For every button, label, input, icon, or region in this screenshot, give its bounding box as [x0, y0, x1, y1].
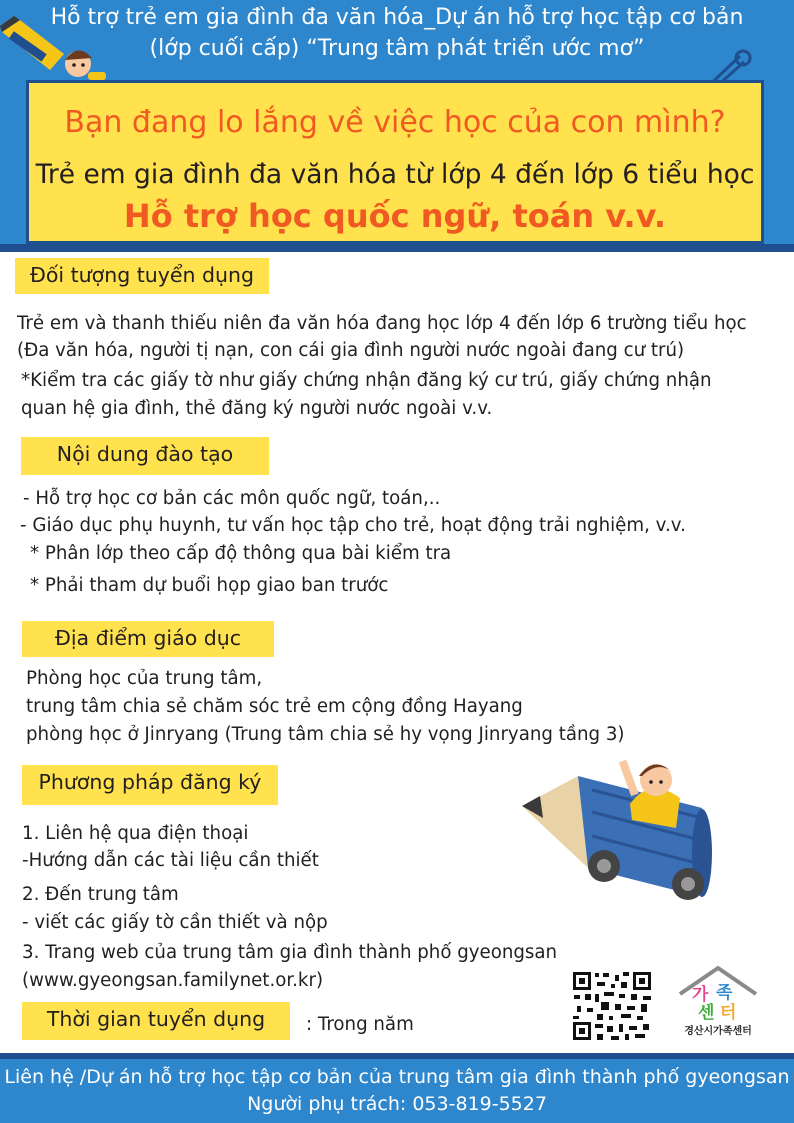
footer-contact-line: Liên hệ /Dự án hỗ trợ học tập cơ bản của trung tâm gia đình thành phố gyeongsan: [4, 1066, 790, 1088]
label-registration: Phương pháp đăng ký: [22, 765, 278, 805]
header-line-1: Hỗ trợ trẻ em gia đình đa văn hóa_Dự án hỗ trợ học tập cơ bản: [50, 5, 744, 30]
label-location: Địa điểm giáo dục: [22, 621, 274, 657]
logo-char-jok: 족: [716, 983, 733, 1003]
label-period: Thời gian tuyển dụng: [22, 1002, 290, 1040]
training-line-4: * Phải tham dự buổi họp giao ban trước: [30, 575, 389, 596]
headline-box: [26, 80, 764, 244]
registration-line-2: -Hướng dẫn các tài liệu cần thiết: [22, 850, 319, 871]
logo-name: 경산시가족센터: [684, 1026, 752, 1037]
header-stripe: [0, 244, 794, 252]
recruitment-line-4: quan hệ gia đình, thẻ đăng ký người nước ngoài v.v.: [21, 398, 493, 419]
label-recruitment-target: Đối tượng tuyển dụng: [15, 258, 269, 294]
registration-line-4: - viết các giấy tờ cần thiết và nộp: [22, 912, 328, 933]
pencil-car-illustration: [520, 756, 730, 906]
label-training-content: Nội dung đào tạo: [21, 437, 269, 475]
pencil-kid-illustration: [0, 12, 110, 82]
family-center-logo: [672, 962, 764, 1048]
footer-phone-line: Người phụ trách: 053-819-5527: [247, 1093, 547, 1115]
training-line-3: * Phân lớp theo cấp độ thông qua bài kiểm tra: [30, 543, 452, 564]
headline-target: Trẻ em gia đình đa văn hóa từ lớp 4 đến lớp 6 tiểu học: [35, 159, 755, 190]
registration-line-5: 3. Trang web của trung tâm gia đình thành phố gyeongsan: [22, 942, 558, 963]
location-line-3: phòng học ở Jinryang (Trung tâm chia sẻ hy vọng Jinryang tầng 3): [26, 724, 625, 745]
logo-char-ga: 가: [692, 985, 709, 1005]
recruitment-line-2: (Đa văn hóa, người tị nạn, con cái gia đình người nước ngoài đang cư trú): [17, 340, 685, 361]
qr-code[interactable]: [571, 970, 653, 1042]
location-line-1: Phòng học của trung tâm,: [26, 668, 263, 689]
period-value: : Trong năm: [306, 1014, 414, 1035]
logo-char-teo: 터: [720, 1003, 737, 1023]
logo-char-sen: 센: [698, 1003, 715, 1023]
training-line-1: - Hỗ trợ học cơ bản các môn quốc ngữ, toán,..: [23, 488, 441, 509]
recruitment-line-3: *Kiểm tra các giấy tờ như giấy chứng nhận đăng ký cư trú, giấy chứng nhận: [21, 370, 712, 391]
header-line-2: (lớp cuối cấp) “Trung tâm phát triển ước mơ”: [149, 36, 645, 61]
registration-line-3: 2. Đến trung tâm: [22, 884, 179, 905]
headline-support: Hỗ trợ học quốc ngữ, toán v.v.: [123, 197, 667, 235]
training-line-2: - Giáo dục phụ huynh, tư vấn học tập cho trẻ, hoạt động trải nghiệm, v.v.: [20, 515, 686, 536]
registration-line-1: 1. Liên hệ qua điện thoại: [22, 823, 249, 844]
recruitment-line-1: Trẻ em và thanh thiếu niên đa văn hóa đang học lớp 4 đến lớp 6 trường tiểu học: [17, 313, 747, 334]
registration-line-6: (www.gyeongsan.familynet.or.kr): [22, 970, 324, 991]
footer-stripe: [0, 1053, 794, 1059]
location-line-2: trung tâm chia sẻ chăm sóc trẻ em cộng đồng Hayang: [26, 696, 523, 717]
headline-question: Bạn đang lo lắng về việc học của con mình?: [64, 105, 726, 140]
